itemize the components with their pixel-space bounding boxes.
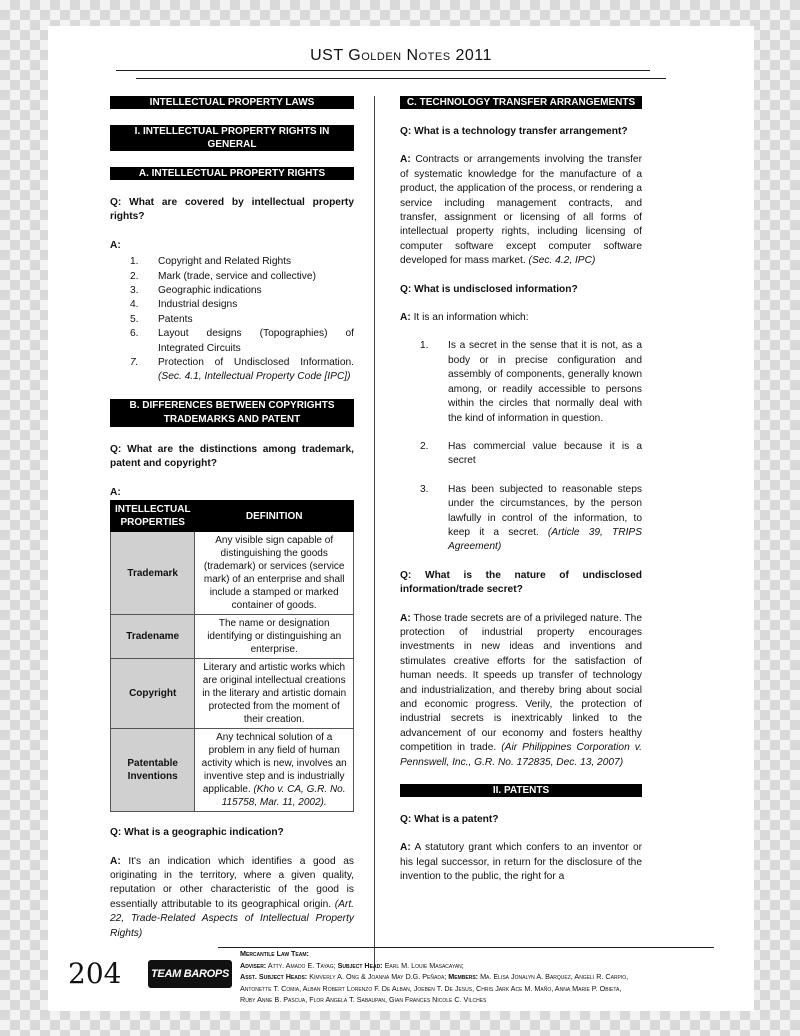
table-header-row [111,501,354,532]
section-bar-ip-laws: INTELLECTUAL PROPERTY LAWS [110,96,354,109]
section-bar-c-technology: C. TECHNOLOGY TRANSFER ARRANGEMENTS [400,96,642,109]
question-nature: Q: What is the nature of undisclosed information/trade secret? [400,569,642,596]
section-bar-a-ip-rights: A. INTELLECTUAL PROPERTY RIGHTS [110,167,354,180]
list-item: 4. Industrial designs [130,299,238,311]
answer-undisclosed-intro: A: It is an information which: [400,312,529,324]
question-patent: Q: What is a patent? [400,814,499,826]
list-item: 7. Protection of Undisclosed Information. (Sec. 4.1, Intellectual Property Code [IPC]) [130,357,354,383]
table-row: Trademark Any visible sign capable of distinguishing the goods (trademark) or services (service mark) of an enterprise and shall include a stamped or marked container of goods. [111,532,354,615]
answer-patent: A: A statutory grant which confers to an inventor or his legal successor, in return for the disclosure of the invention to the public, the right for a [400,842,642,883]
question-covered: Q: What are covered by intellectual property rights? [110,197,354,223]
team-logo: TEAM BAROPS [148,960,232,988]
question-distinctions: Q: What are the distinctions among trademark, patent and copyright? [110,443,354,470]
table-header-definition: DEFINITION [195,501,354,532]
header-rule [116,70,650,71]
team-credits: Mercantile Law Team: Adviser: Atty. Amado E. Tayag; Subject Head: Earl M. Louie Masacayan; Asst. Subject Heads: Kimverly A. Ong & Joanna May D.G. Peñada; Members: Ma. Elisa Jonalyn A. Barquez, Angeli R. Carpio, Antonette T. Comia, Alban Robert Lorenzo F. De Alban, Joeben T. De Jesus, Chris Jark Ace M. Maño, Anna Marie P. Obieta, Ruby Anne B. Pascua, Flor Angela T. Sabaupan, Gian Frances Nicole C. Vilches [240,949,629,1005]
right-column [400,96,642,899]
document-page [48,26,754,1011]
table-row: Copyright Literary and artistic works which are original intellectual creations in the literary and artistic domain protected from the moment of their creation. [111,659,354,729]
answer-label: A: [110,239,121,251]
running-header: UST Golden Notes 2011 [310,47,492,64]
list-item: 3. Has been subjected to reasonable steps under the circumstances, by the person lawfully in control of the information, to keep it a secret. (Article 39, TRIPS Agreement) [420,483,642,553]
answer-nature: A: Those trade secrets are of a privileged nature. The protection of industrial property encourages investments in new ideas and inventions and stimulates creative efforts for the satisfaction of human needs. It speeds up transfer of technology and industrialization, and thereby bring about social and economic progress. Verily, the protection of industrial secrets is inextricably linked to the advancement of our economy and fosters healthy competition in trade. (Air Philippines Corporation v. Pennswell, Inc., G.R. No. 172835, Dec. 13, 2007) [400,612,642,768]
list-item: 3. Geographic indications [130,285,262,297]
question-undisclosed: Q: What is undisclosed information? [400,283,578,295]
ip-rights-list [110,255,354,385]
page-number: 204 [68,957,122,990]
question-technology-transfer: Q: What is a technology transfer arrangement? [400,126,628,137]
list-item: 1. Is a secret in the sense that it is not, as a body or in precise configuration and assembly of components, generally known among, or readily accessible to persons within the circles that normally deal with the kind of information in question. [420,340,642,424]
section-bar-ip-rights-general: I. INTELLECTUAL PROPERTY RIGHTS IN GENERAL [110,125,354,151]
table-header-properties: INTELLECTUAL PROPERTIES [111,501,195,532]
left-column [110,96,354,955]
list-item: 2. Has commercial value because it is a secret [420,440,642,467]
table-row: Patentable Inventions Any technical solution of a problem in any field of human activity which is new, involves an inventive step and is industrially applicable. (Kho v. CA, G.R. No. 115758, Mar. 11, 2002). [111,729,354,812]
undisclosed-criteria-list [400,339,642,554]
section-bar-b-differences: B. DIFFERENCES BETWEEN COPYRIGHTS TRADEMARKS AND PATENT [110,399,354,427]
table-row: Tradename The name or designation identifying or distinguishing an enterprise. [111,615,354,659]
answer-geographic: A: It's an indication which identifies a good as originating in the territory, where a given quality, reputation or other characteristic of the good is essentially attributable to its geographical origin. (Art. 22, Trade-Related Aspects of Intellectual Property Rights) [110,855,354,939]
question-geographic: Q: What is a geographic indication? [110,827,284,839]
answer-label: A: [110,486,121,498]
answer-technology-transfer: A: Contracts or arrangements involving the transfer of systematic knowledge for the manufacture of a product, the application of the process, or rendering a service including management contracts, and transfer, assignment or licensing of all forms of intellectual property rights, including licensing of computer software except computer software developed for mass market. (Sec. 4.2, IPC) [400,154,642,267]
header-rule-lower [136,78,666,79]
section-bar-patents: II. PATENTS [400,784,642,797]
list-item: 6. Layout designs (Topographies) of Integrated Circuits [130,328,354,354]
list-item: 2. Mark (trade, service and collective) [130,270,316,282]
list-item: 5. Patents [130,313,193,325]
column-divider [374,96,375,971]
list-item: 1. Copyright and Related Rights [130,256,292,268]
ip-table [110,500,354,812]
